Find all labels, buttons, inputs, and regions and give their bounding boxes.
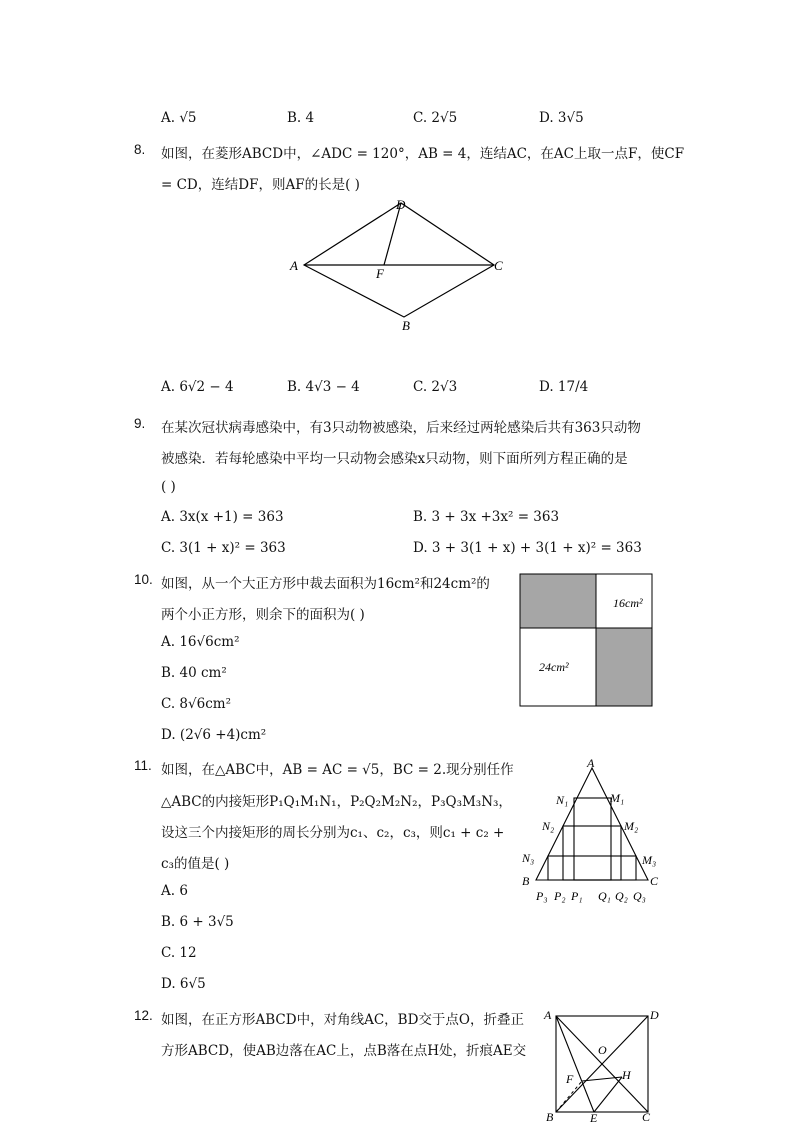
q9-stem-line1: 在某次冠状病毒感染中，有3只动物被感染，后来经过两轮感染后共有363只动物 xyxy=(161,420,641,436)
q10-squares-figure xyxy=(519,573,655,709)
q12-label-b: B xyxy=(546,1110,554,1123)
q8-number: 8. xyxy=(134,142,146,157)
q12-square-figure xyxy=(538,1005,678,1123)
q10-label-large: 24cm² xyxy=(539,660,569,674)
q12-number: 12. xyxy=(134,1008,153,1023)
q11-label-p1: P₁ xyxy=(571,889,583,903)
q8-label-c: C xyxy=(494,258,503,273)
q12-label-h: H xyxy=(622,1068,631,1082)
q9-option-a: A. 3x(x +1) = 363 xyxy=(161,509,284,525)
q8-label-d: D xyxy=(396,197,406,212)
q11-label-b: B xyxy=(522,874,530,888)
q8-label-f: F xyxy=(376,266,384,281)
q11-option-b: B. 6 + 3√5 xyxy=(161,914,234,930)
q10-option-b: B. 40 cm² xyxy=(161,665,227,681)
q7-option-b: B. 4 xyxy=(287,110,315,126)
q11-label-p2: P₂ xyxy=(554,889,566,903)
q12-label-f: F xyxy=(566,1072,574,1086)
q11-stem-line1: 如图，在△ABC中，AB = AC = √5，BC = 2.现分别任作 xyxy=(161,762,514,778)
q9-option-c: C. 3(1 + x)² = 363 xyxy=(161,540,286,556)
q11-label-q3: Q₃ xyxy=(633,889,646,903)
q12-label-c: C xyxy=(642,1110,651,1123)
q11-triangle-figure xyxy=(518,756,678,906)
q11-label-m3: M₃ xyxy=(642,853,657,867)
q12-label-o: O xyxy=(598,1043,607,1057)
q9-stem-line3: ( ) xyxy=(161,479,176,495)
q10-stem-line2: 两个小正方形，则余下的面积为( ) xyxy=(161,607,365,623)
q11-stem-line3: 设这三个内接矩形的周长分别为c₁、c₂，c₃，则c₁ + c₂ + xyxy=(161,825,505,841)
q8-option-d: D. 17/4 xyxy=(539,379,589,395)
q8-option-c: C. 2√3 xyxy=(413,379,458,395)
q8-rhombus-figure xyxy=(284,195,524,335)
q7-option-a: A. √5 xyxy=(161,110,197,126)
q8-label-a: A xyxy=(290,258,298,273)
q8-label-b: B xyxy=(402,318,410,333)
q11-option-c: C. 12 xyxy=(161,945,197,961)
q10-number: 10. xyxy=(134,572,153,587)
q7-option-d: D. 3√5 xyxy=(539,110,584,126)
q8-option-b: B. 4√3 − 4 xyxy=(287,379,360,395)
q10-option-a: A. 16√6cm² xyxy=(161,634,240,650)
q8-option-a: A. 6√2 − 4 xyxy=(161,379,234,395)
q10-label-small: 16cm² xyxy=(613,596,643,610)
q11-option-a: A. 6 xyxy=(161,883,188,899)
q11-label-q2: Q₂ xyxy=(615,889,628,903)
q11-label-n1: N₁ xyxy=(556,793,569,807)
q11-label-a: A xyxy=(587,756,595,770)
q12-label-d: D xyxy=(650,1008,659,1022)
q10-option-d: D. (2√6 +4)cm² xyxy=(161,727,267,743)
q12-stem-line2: 方形ABCD，使AB边落在AC上，点B落在点H处，折痕AE交 xyxy=(161,1043,527,1059)
q11-stem-line2: △ABC的内接矩形P₁Q₁M₁N₁，P₂Q₂M₂N₂，P₃Q₃M₃N₃， xyxy=(161,794,512,810)
q12-label-a: A xyxy=(544,1008,552,1022)
q11-label-m1: M₁ xyxy=(610,791,625,805)
q12-label-e: E xyxy=(590,1111,598,1123)
q11-stem-line4: c₃的值是( ) xyxy=(161,856,230,872)
q8-stem-line2: = CD，连结DF，则AF的长是( ) xyxy=(161,177,360,193)
q11-label-q1: Q₁ xyxy=(598,889,611,903)
q8-stem-line1: 如图，在菱形ABCD中，∠ADC = 120°，AB = 4，连结AC，在AC上取一点F，使CF xyxy=(161,146,685,162)
q9-stem-line2: 被感染．若每轮感染中平均一只动物会感染x只动物，则下面所列方程正确的是 xyxy=(161,451,628,467)
q11-option-d: D. 6√5 xyxy=(161,976,206,992)
q9-number: 9. xyxy=(134,416,146,431)
q11-number: 11. xyxy=(134,758,152,773)
q9-option-b: B. 3 + 3x +3x² = 363 xyxy=(413,509,560,525)
q10-option-c: C. 8√6cm² xyxy=(161,696,231,712)
q11-label-p3: P₃ xyxy=(536,889,548,903)
q9-option-d: D. 3 + 3(1 + x) + 3(1 + x)² = 363 xyxy=(413,540,642,556)
q7-option-c: C. 2√5 xyxy=(413,110,458,126)
q11-label-n2: N₂ xyxy=(542,819,555,833)
q12-stem-line1: 如图，在正方形ABCD中，对角线AC，BD交于点O，折叠正 xyxy=(161,1012,524,1028)
q11-label-m2: M₂ xyxy=(624,819,639,833)
q11-label-n3: N₃ xyxy=(522,851,535,865)
q11-label-c: C xyxy=(650,874,659,888)
q10-stem-line1: 如图，从一个大正方形中裁去面积为16cm²和24cm²的 xyxy=(161,576,490,592)
